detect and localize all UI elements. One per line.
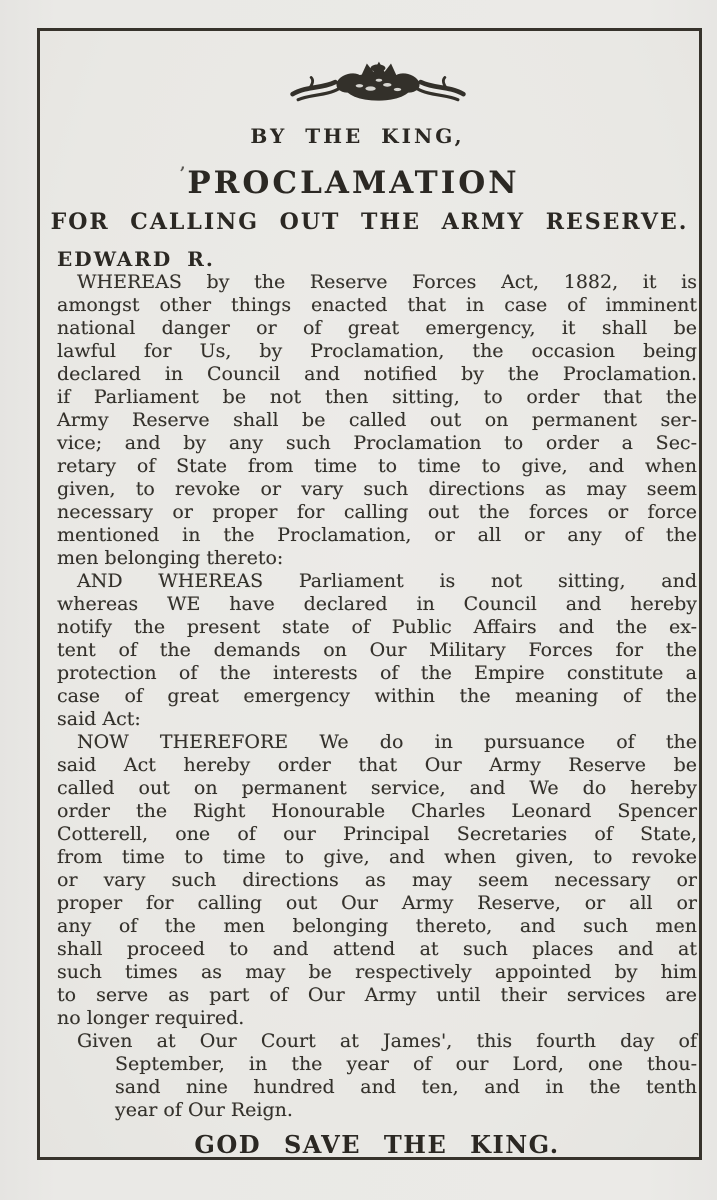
subtitle: FOR CALLING OUT THE ARMY RESERVE. (50, 209, 689, 235)
body-line: if Parliament be not then sitting, to order that the (57, 386, 697, 408)
body-line: Cotterell, one of our Principal Secretaries of State, (57, 823, 697, 845)
body-line: said Act hereby order that Our Army Reserve be (57, 754, 697, 776)
body-line: called out on permanent service, and We do hereby (57, 777, 697, 799)
body-line: said Act: (57, 708, 141, 730)
body-line: declared in Council and notified by the Proclamation. (57, 363, 697, 385)
body-line: notify the present state of Public Affairs and the ex- (57, 616, 697, 638)
page-title-text: PROCLAMATION (187, 165, 520, 201)
page-title (20, 157, 679, 200)
body-line: WHEREAS by the Reserve Forces Act, 1882, it is (77, 271, 697, 293)
body-line: no longer required. (57, 1007, 245, 1029)
closing-god-save-the-king: GOD SAVE THE KING. (194, 1130, 560, 1159)
body-line: NOW THEREFORE We do in pursuance of the (77, 731, 697, 753)
body-line: proper for calling out Our Army Reserve, or all or (57, 892, 697, 914)
body-line: AND WHEREAS Parliament is not sitting, and (77, 570, 697, 592)
body-line: such times as may be respectively appointed by him (57, 961, 697, 983)
kicker-by-the-king: BY THE KING, (250, 124, 465, 148)
body-line: retary of State from time to time to give, and when (57, 455, 697, 477)
body-line: or vary such directions as may seem necessary or (57, 869, 697, 891)
body-line: tent of the demands on Our Military Forces for the (57, 639, 697, 661)
body-line: protection of the interests of the Empire constitute a (57, 662, 697, 684)
stray-ink-mark: ’ (179, 164, 186, 184)
body-line: necessary or proper for calling out the forces or force (57, 501, 697, 523)
body-line: case of great emergency within the meaning of the (57, 685, 697, 707)
dateline-line: Given at Our Court at James', this fourth day of (77, 1030, 697, 1052)
dateline-line: year of Our Reign. (115, 1099, 293, 1121)
royal-signature: EDWARD R. (57, 247, 215, 271)
body-line: shall proceed to and attend at such places and at (57, 938, 697, 960)
body-line: order the Right Honourable Charles Leonard Spencer (57, 800, 697, 822)
body-line: to serve as part of Our Army until their services are (57, 984, 697, 1006)
body-line: Army Reserve shall be called out on permanent ser- (57, 409, 697, 431)
body-line: from time to time to give, and when given, to revoke (57, 846, 697, 868)
royal-coat-of-arms-icon (278, 57, 478, 109)
proclamation-border-frame (37, 28, 702, 1160)
body-line: amongst other things enacted that in case of imminent (57, 294, 697, 316)
body-line: men belonging thereto: (57, 547, 284, 569)
body-line: lawful for Us, by Proclamation, the occasion being (57, 340, 697, 362)
body-line: national danger or of great emergency, it shall be (57, 317, 697, 339)
dateline-line: sand nine hundred and ten, and in the tenth (115, 1076, 697, 1098)
body-line: any of the men belonging thereto, and such men (57, 915, 697, 937)
body-line: whereas WE have declared in Council and hereby (57, 593, 697, 615)
dateline-line: September, in the year of our Lord, one thou- (115, 1053, 697, 1075)
body-line: mentioned in the Proclamation, or all or any of the (57, 524, 697, 546)
body-text-column (57, 248, 697, 1122)
body-line: vice; and by any such Proclamation to order a Sec- (57, 432, 697, 454)
body-line: given, to revoke or vary such directions as may seem (57, 478, 697, 500)
